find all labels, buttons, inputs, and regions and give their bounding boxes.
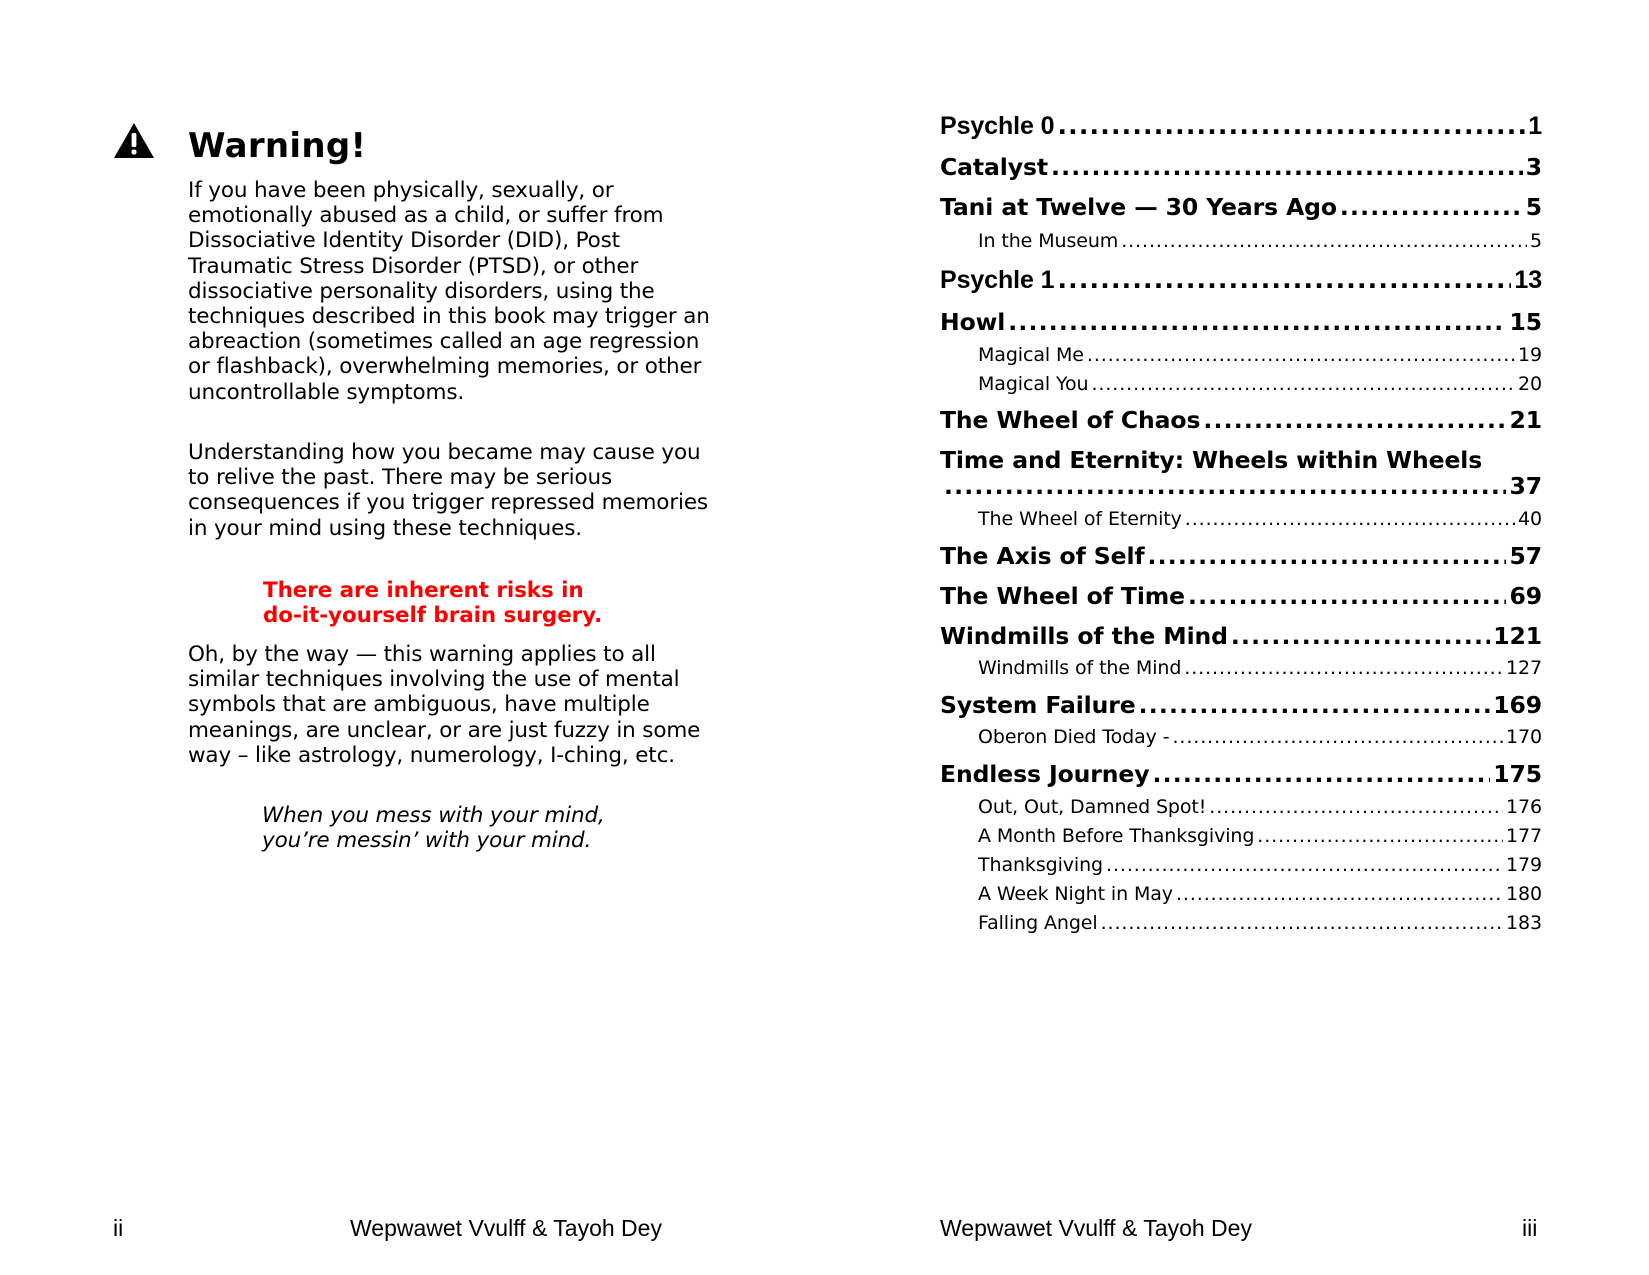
toc-subentry-page: 5: [1530, 230, 1542, 252]
toc-leader-dots: [1184, 656, 1503, 680]
toc-entry-page: 121: [1493, 622, 1542, 650]
toc-leader-dots: [1176, 882, 1503, 906]
warning-paragraph-2: Understanding how you became may cause you to relive the past. There may be serious consequences if you trigger repressed memories in your mind using these techniques.: [188, 440, 708, 541]
quote-line-2: you’re messin’ with your mind.: [262, 828, 592, 854]
toc-entry-page: 169: [1493, 691, 1542, 719]
left-footer-author: Wepwawet Vvulff & Tayoh Dey: [350, 1215, 662, 1241]
toc-subentry-title: Thanksgiving: [978, 854, 1103, 876]
toc-entry-page: 3: [1525, 153, 1542, 181]
toc-subentry-title: The Wheel of Eternity: [978, 508, 1182, 530]
toc-subentry[interactable]: [978, 795, 1542, 819]
toc-subentry-title: A Week Night in May: [978, 883, 1173, 905]
toc-leader-dots: [1008, 308, 1506, 336]
warning-heading: Warning!: [188, 126, 367, 166]
right-footer-author: Wepwawet Vvulff & Tayoh Dey: [940, 1215, 1252, 1241]
toc-subentry[interactable]: [978, 853, 1542, 877]
warning-triangle-icon: [113, 122, 155, 159]
toc-subentry-title: Windmills of the Mind: [978, 657, 1182, 679]
toc-entry-title[interactable]: Time and Eternity: Wheels within Wheels: [940, 446, 1483, 474]
toc-subentry-page: 127: [1506, 657, 1542, 679]
toc-subentry[interactable]: [978, 656, 1542, 680]
left-page-number: ii: [113, 1215, 124, 1241]
toc-entry[interactable]: [940, 622, 1542, 650]
toc-leader-dots: [1139, 691, 1491, 719]
toc-entry[interactable]: [940, 542, 1542, 570]
toc-leader-dots: [1185, 507, 1515, 531]
toc-entry-page: 37: [1509, 472, 1542, 500]
toc-subentry-page: 177: [1506, 825, 1542, 847]
toc-subentry[interactable]: [978, 882, 1542, 906]
left-page: [0, 0, 824, 1275]
toc-subentry[interactable]: [978, 507, 1542, 531]
toc-leader-dots: [1051, 153, 1523, 181]
toc-leader-dots: [1087, 343, 1515, 367]
toc-entry-page: 1: [1528, 112, 1542, 140]
toc-entry-title: System Failure: [940, 691, 1136, 719]
toc-entry[interactable]: [940, 153, 1542, 181]
toc-subentry-page: 40: [1518, 508, 1542, 530]
toc-entry-title: Endless Journey: [940, 760, 1150, 788]
toc-entry[interactable]: [940, 193, 1542, 221]
toc-entry-page: 15: [1509, 308, 1542, 336]
risk-callout-line-1: There are inherent risks in: [263, 578, 584, 603]
toc-entry-title: The Wheel of Chaos: [940, 406, 1201, 434]
toc-leader-dots: [1257, 824, 1503, 848]
risk-callout: [263, 578, 703, 628]
toc-entry[interactable]: [940, 112, 1542, 140]
toc-leader-dots: [1340, 193, 1523, 221]
toc-subentry[interactable]: [978, 372, 1542, 396]
toc-leader-dots: [1231, 622, 1490, 650]
toc-entry-page: 175: [1493, 760, 1542, 788]
toc-entry-title: The Wheel of Time: [940, 582, 1186, 610]
toc-leader-dots: [1203, 406, 1506, 434]
warning-paragraph-3: Oh, by the way — this warning applies to all similar techniques involving the use of mental symbols that are ambiguous, have multiple meanings, are unclear, or are just fuzzy in some way – like astrology, numerology, I-ching, etc.: [188, 642, 701, 768]
toc-leader-dots: [944, 472, 1506, 500]
toc-subentry-page: 19: [1518, 344, 1542, 366]
toc-leader-dots: [1209, 795, 1503, 819]
toc-entry-page: 69: [1509, 582, 1542, 610]
toc-leader-dots: [1172, 725, 1503, 749]
toc-entry-page: 57: [1509, 542, 1542, 570]
toc-subentry-title: A Month Before Thanksgiving: [978, 825, 1255, 847]
toc-subentry-page: 179: [1506, 854, 1542, 876]
toc-entry-title: Catalyst: [940, 153, 1048, 181]
closing-quote: [262, 803, 702, 853]
toc-entry-title: The Axis of Self: [940, 542, 1145, 570]
toc-entry-page: 21: [1509, 406, 1542, 434]
toc-subentry-page: 180: [1506, 883, 1542, 905]
toc-subentry-page: 20: [1518, 373, 1542, 395]
quote-line-1: When you mess with your mind,: [262, 803, 605, 828]
toc-leader-dots: [1148, 542, 1507, 570]
toc-leader-dots: [1057, 266, 1511, 294]
toc-leader-dots: [1101, 911, 1503, 935]
toc-entry-title: Psychle 0: [940, 112, 1055, 140]
toc-entry[interactable]: [940, 760, 1542, 788]
toc-leader-dots: [1106, 853, 1503, 877]
toc-entry-title: Psychle 1: [940, 266, 1055, 294]
toc-subentry[interactable]: [978, 725, 1542, 749]
toc-leader-dots: [1091, 372, 1515, 396]
toc-subentry-title: Falling Angel: [978, 912, 1098, 934]
toc-leader-dots: [1121, 229, 1527, 253]
right-page-number: iii: [1522, 1215, 1538, 1241]
toc-entry-page: 5: [1525, 193, 1542, 221]
toc-entry-title: Tani at Twelve — 30 Years Ago: [940, 193, 1337, 221]
toc-entry[interactable]: [940, 691, 1542, 719]
toc-subentry-title: Out, Out, Damned Spot!: [978, 796, 1207, 818]
toc-leader-dots: [1188, 582, 1506, 610]
toc-entry-title: Howl: [940, 308, 1006, 336]
toc-entry[interactable]: [940, 266, 1542, 294]
toc-entry-title: Windmills of the Mind: [940, 622, 1228, 650]
toc-leader-dots: [1057, 112, 1525, 140]
toc-subentry-title: Magical Me: [978, 344, 1084, 366]
toc-entry[interactable]: [940, 472, 1542, 500]
toc-subentry-page: 183: [1506, 912, 1542, 934]
toc-subentry-title: In the Museum: [978, 230, 1119, 252]
toc-subentry[interactable]: [978, 911, 1542, 935]
toc-subentry-page: 170: [1506, 726, 1542, 748]
toc-subentry-title: Oberon Died Today -: [978, 726, 1170, 748]
toc-subentry-title: Magical You: [978, 373, 1089, 395]
toc-entry[interactable]: [940, 406, 1542, 434]
toc-entry-page: 13: [1514, 266, 1542, 294]
toc-leader-dots: [1152, 760, 1490, 788]
toc-subentry[interactable]: [978, 229, 1542, 253]
toc-entry[interactable]: [940, 582, 1542, 610]
toc-subentry[interactable]: [978, 343, 1542, 367]
toc-subentry[interactable]: [978, 824, 1542, 848]
toc-subentry-page: 176: [1506, 796, 1542, 818]
risk-callout-line-2: do-it-yourself brain surgery.: [263, 603, 603, 629]
toc-entry[interactable]: [940, 308, 1542, 336]
warning-paragraph-1: If you have been physically, sexually, or emotionally abused as a child, or suffer from Dissociative Identity Disorder (DID), Post Traumatic Stress Disorder (PTSD), or other dissociative personality disorders, using the techniques described in this book may trigger an abreaction (sometimes called an age regression or flashback), overwhelming memories, or other uncontrollable symptoms.: [188, 178, 710, 405]
